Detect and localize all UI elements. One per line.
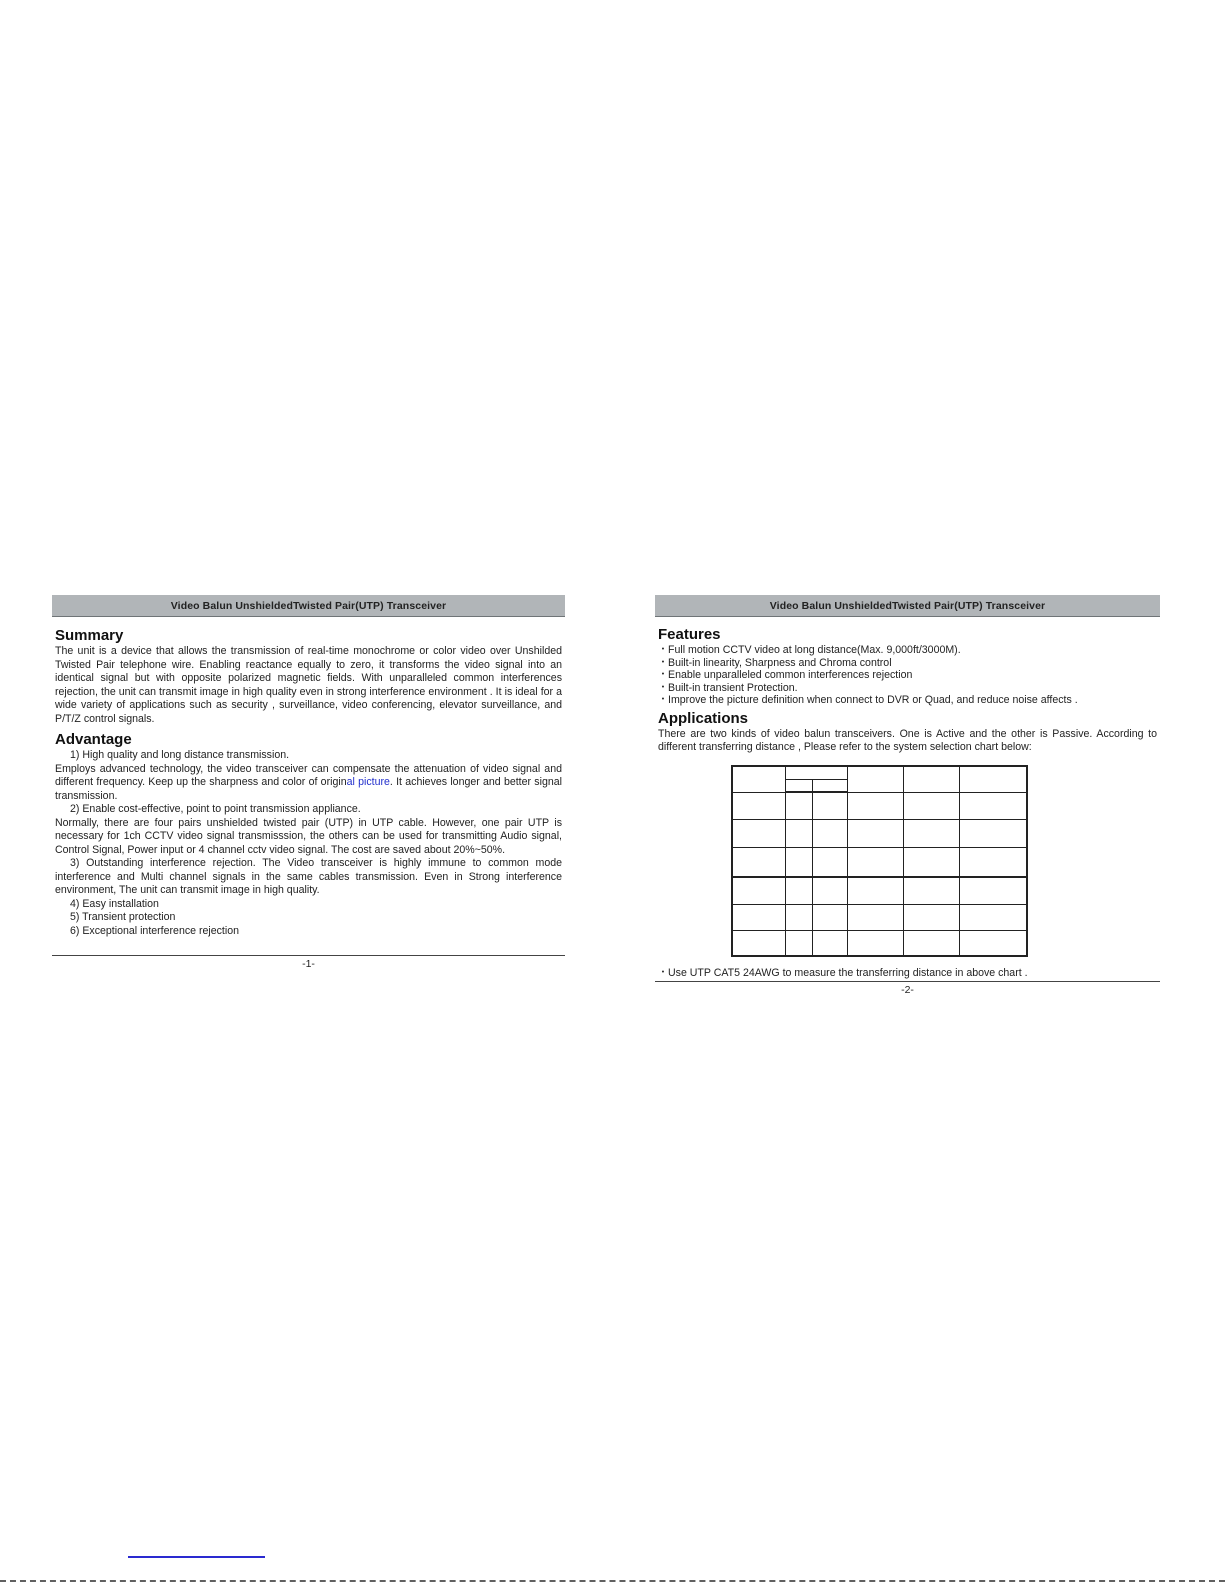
table-cell [785, 792, 812, 819]
feature-item [658, 657, 1157, 670]
advantage-heading: Advantage [55, 731, 132, 748]
table-cell [732, 847, 785, 877]
page-1 [52, 595, 565, 975]
page-2-footer [655, 981, 1160, 996]
table-cell [847, 930, 903, 956]
summary-heading: Summary [55, 627, 124, 644]
page-2 [655, 595, 1160, 995]
advantage-paragraph-1-text-a: Employs advanced technology, the video transceiver can compensate the attenuation of video signal and different frequency. Keep up the sharpness and color of origin [55, 762, 562, 788]
bullet-icon: • [661, 646, 665, 653]
table-cell [903, 877, 959, 904]
table-cell [785, 779, 812, 792]
table-cell [847, 766, 903, 792]
table-cell [812, 819, 847, 847]
selection-table [731, 765, 1028, 957]
feature-item [658, 644, 1157, 657]
table-cell [785, 766, 847, 779]
page-2-number: -2- [901, 984, 914, 996]
table-cell [847, 819, 903, 847]
table-cell [903, 930, 959, 956]
table-row [732, 877, 1027, 904]
advantage-paragraph-2: Normally, there are four pairs unshielded twisted pair (UTP) in UTP cable. However, one pair UTP is necessary for 1ch CCTV video signal transmisssion, the others can be used for transmitting Audio signal, Control Signal, Power input or 4 channel cctv video signal. The cost are saved about 20%~50%. [55, 816, 562, 856]
table-cell [732, 904, 785, 930]
table-cell [903, 792, 959, 819]
table-cell [903, 847, 959, 877]
table-row [732, 792, 1027, 819]
feature-text: Built-in linearity, Sharpness and Chroma control [668, 656, 892, 669]
table-cell [847, 792, 903, 819]
table-cell [847, 847, 903, 877]
bullet-icon: • [661, 671, 665, 679]
table-cell [732, 877, 785, 904]
advantage-item-4: 4) Easy installation [70, 897, 159, 910]
advantage-item-1: 1) High quality and long distance transmission. [70, 749, 290, 761]
feature-item [658, 682, 1157, 695]
table-cell [812, 904, 847, 930]
feature-item [658, 669, 1157, 682]
table-cell [732, 930, 785, 956]
features-heading: Features [658, 626, 721, 643]
table-header-row [732, 766, 1027, 779]
table-cell [732, 819, 785, 847]
page-1-number: -1- [302, 958, 315, 970]
table-cell [903, 766, 959, 792]
table-cell [959, 792, 1027, 819]
advantage-item-3: 3) Outstanding interference rejection. The Video transceiver is highly immune to common mode interference and Multi channel signals in the same cables transmission. Even in Strong interference environment, The unit can transmit image in high quality. [55, 857, 562, 896]
table-cell [959, 819, 1027, 847]
table-cell [785, 877, 812, 904]
header-title: Video Balun UnshieldedTwisted Pair(UTP) Transceiver [170, 599, 447, 612]
advantage-paragraph-1-highlight: al picture [346, 776, 390, 788]
advantage-item-2: 2) Enable cost-effective, point to point transmission appliance. [70, 803, 361, 815]
table-cell [812, 930, 847, 956]
advantage-paragraph-1 [55, 763, 562, 804]
scan-edge-artifact [0, 1580, 1225, 1582]
table-cell [812, 877, 847, 904]
table-row [732, 904, 1027, 930]
table-cell [903, 819, 959, 847]
table-row [732, 847, 1027, 877]
table-cell [732, 792, 785, 819]
table-cell [785, 819, 812, 847]
table-cell [959, 930, 1027, 956]
feature-item [658, 694, 1157, 707]
feature-text: Built-in transient Protection. [668, 681, 798, 694]
advantage-item-5: 5) Transient protection [70, 911, 176, 923]
blue-line-artifact [128, 1556, 265, 1558]
table-cell [959, 847, 1027, 877]
bullet-icon: • [661, 658, 665, 666]
page-1-footer [52, 955, 565, 970]
table-row [732, 930, 1027, 956]
bullet-icon: • [661, 969, 665, 977]
applications-heading: Applications [658, 709, 749, 727]
table-cell [903, 904, 959, 930]
header-title: Video Balun UnshieldedTwisted Pair(UTP) Transceiver [769, 599, 1046, 612]
table-cell [847, 877, 903, 904]
advantage-paragraph-1-text-b: . It achieves longer and better signal transmission. [55, 776, 562, 802]
table-cell [812, 792, 847, 819]
table-cell [812, 779, 847, 792]
table-cell [785, 930, 812, 956]
table-cell [785, 904, 812, 930]
table-cell [959, 904, 1027, 930]
table-row [732, 819, 1027, 847]
bullet-icon: • [661, 683, 665, 691]
applications-paragraph: There are two kinds of video balun transceivers. One is Active and the other is Passive. According to different transferring distance , Please refer to the system selection chart below: [658, 727, 1157, 753]
table-cell [847, 904, 903, 930]
advantage-item-6: 6) Exceptional interference rejection [70, 924, 240, 937]
table-note [658, 967, 1157, 980]
table-cell [959, 766, 1027, 792]
table-cell [785, 847, 812, 877]
table-cell [732, 766, 785, 792]
page-header-bar [655, 595, 1160, 617]
feature-text: Full motion CCTV video at long distance(Max. 9,000ft/3000M). [668, 644, 961, 656]
feature-text: Enable unparalleled common interferences rejection [668, 669, 913, 682]
table-cell [812, 847, 847, 877]
feature-text: Improve the picture definition when connect to DVR or Quad, and reduce noise affects . [668, 694, 1078, 707]
summary-paragraph: The unit is a device that allows the transmission of real-time monochrome or color video over Unshilded Twisted Pair telephone wire. Enabling reactance equally to zero, it transforms the video signal into an identical signal but with opposite polarized magnetic fields. With unparalleled common interferences rejection, the unit can transmit image in high quality even in strong interference environment . It is ideal for a wide variety of applications such as security , surveillance, video conferencing, elevator surveillance, and P/T/Z control signals. [55, 645, 562, 725]
table-note-text: Use UTP CAT5 24AWG to measure the transferring distance in above chart . [668, 967, 1028, 980]
page-header-bar [52, 595, 565, 617]
bullet-icon: • [661, 696, 665, 704]
table-cell [959, 877, 1027, 904]
